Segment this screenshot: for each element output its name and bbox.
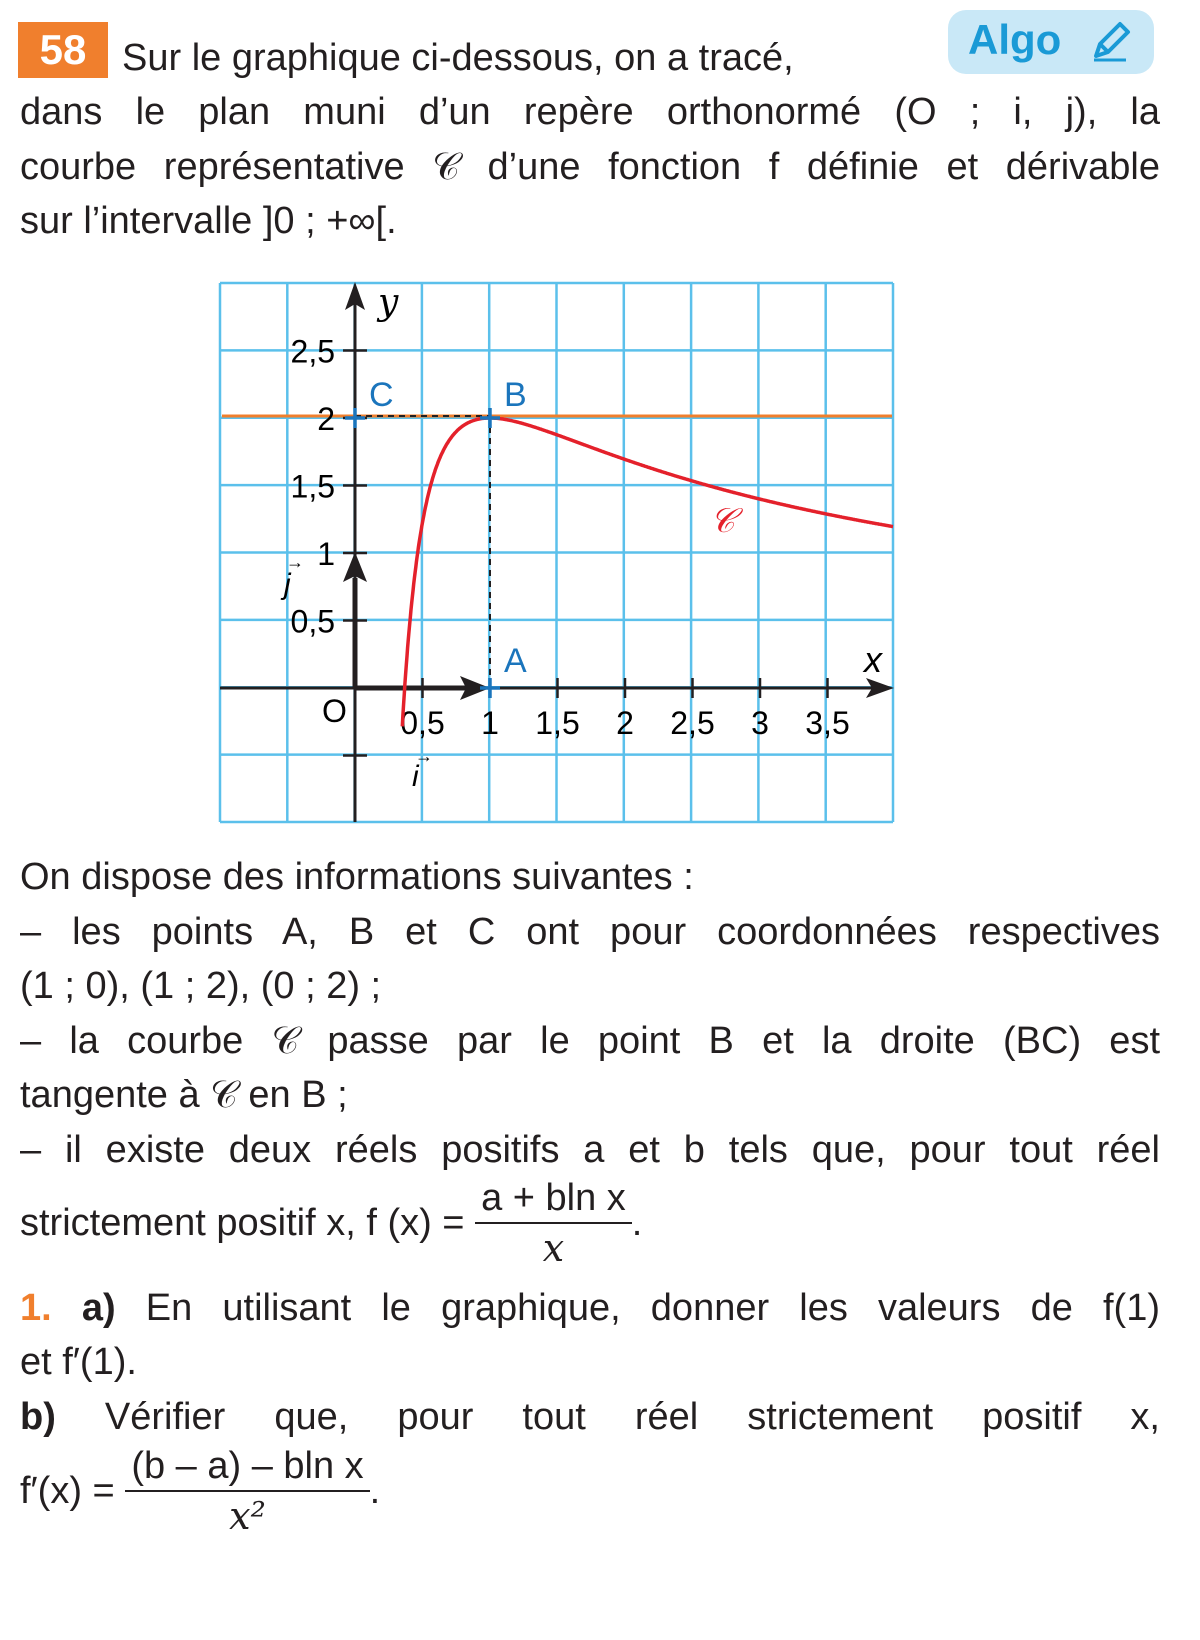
points <box>345 376 527 698</box>
point-c-label: C <box>369 376 394 414</box>
question-1a-text: En utilisant le graphique, donner les valeurs de f(1) <box>145 1287 1160 1329</box>
intro-line-2: dans le plan muni d’un repère orthonormé (O ; i, j), la <box>20 91 1160 133</box>
point-a-label: A <box>504 642 527 680</box>
exercise-number: 58 <box>18 22 108 78</box>
question-1b-text: Vérifier que, pour tout réel strictement positif x, <box>104 1396 1160 1438</box>
info-item-3-formula <box>20 1174 1160 1272</box>
x-tick-label: 1,5 <box>535 705 580 741</box>
question-1b-formula <box>20 1442 1160 1540</box>
origin-label: O <box>322 693 347 729</box>
x-tick-label: 3 <box>751 705 769 741</box>
x-tick-label: 1 <box>481 705 499 741</box>
x-tick-label: 2,5 <box>670 705 715 741</box>
info-item-3-line-1: – il existe deux réels positifs a et b tels que, pour tout réel <box>20 1129 1160 1171</box>
vector-j-label: j <box>284 568 291 601</box>
y-tick-label: 2 <box>317 401 335 437</box>
formula-fprime-denominator: x² <box>229 1494 266 1538</box>
x-tick-label: 3,5 <box>805 705 850 741</box>
y-axis-label: y <box>378 282 399 323</box>
question-1b-label: b) <box>20 1396 56 1438</box>
formula-f-prefix: strictement positif x, f (x) = <box>20 1202 465 1244</box>
formula-f-denominator: x <box>542 1226 565 1270</box>
y-tick-label: 0,5 <box>290 603 335 640</box>
algo-tag-label: Algo <box>968 16 1062 63</box>
info-item-1-line-1: – les points A, B et C ont pour coordonnées respectives <box>20 911 1160 953</box>
info-item-2-line-2: tangente à 𝒞 en B ; <box>20 1074 348 1116</box>
info-intro: On dispose des informations suivantes : <box>20 856 694 898</box>
y-tick-label: 1 <box>317 536 335 572</box>
question-1a-line-2: et f′(1). <box>20 1341 137 1383</box>
question-1a-line-1 <box>20 1280 1160 1337</box>
formula-f-numerator: a + bln x <box>475 1174 632 1224</box>
question-1-number: 1. <box>20 1287 52 1329</box>
x-axis-label: x <box>864 639 882 680</box>
intro-line-3: courbe représentative 𝒞 d’une fonction f définie et dérivable <box>20 146 1160 188</box>
formula-fprime-end: . <box>369 1470 381 1512</box>
formula-f-end: . <box>631 1202 643 1244</box>
info-item-1-line-2: (1 ; 0), (1 ; 2), (0 ; 2) ; <box>20 965 382 1007</box>
question-1b-line-1 <box>20 1389 1160 1446</box>
vector-i-arrow-mark-icon: → <box>415 746 433 766</box>
formula-f-fraction <box>475 1174 632 1272</box>
point-b-label: B <box>504 376 527 414</box>
formula-fprime-prefix: f′(x) = <box>20 1470 115 1512</box>
info-item-2-line-1: – la courbe 𝒞 passe par le point B et la droite (BC) est <box>20 1020 1160 1062</box>
x-tick-label: 2 <box>616 705 634 741</box>
question-1a-label: a) <box>81 1287 116 1329</box>
intro-line-4: sur l’intervalle ]0 ; +∞[. <box>20 200 397 242</box>
x-tick-label: 0,5 <box>400 705 445 741</box>
y-tick-label: 2,5 <box>290 333 335 370</box>
curve-label: 𝒞 <box>710 502 735 540</box>
intro-line-1: Sur le graphique ci-dessous, on a tracé, <box>122 37 794 79</box>
y-tick-label: 1,5 <box>290 468 335 505</box>
curve-c <box>402 418 893 726</box>
formula-fprime-numerator: (b – a) – bln x <box>125 1442 369 1492</box>
formula-fprime-fraction <box>125 1442 369 1540</box>
vector-i-label: i <box>412 760 419 793</box>
vector-j-arrow-mark-icon: → <box>286 552 304 572</box>
